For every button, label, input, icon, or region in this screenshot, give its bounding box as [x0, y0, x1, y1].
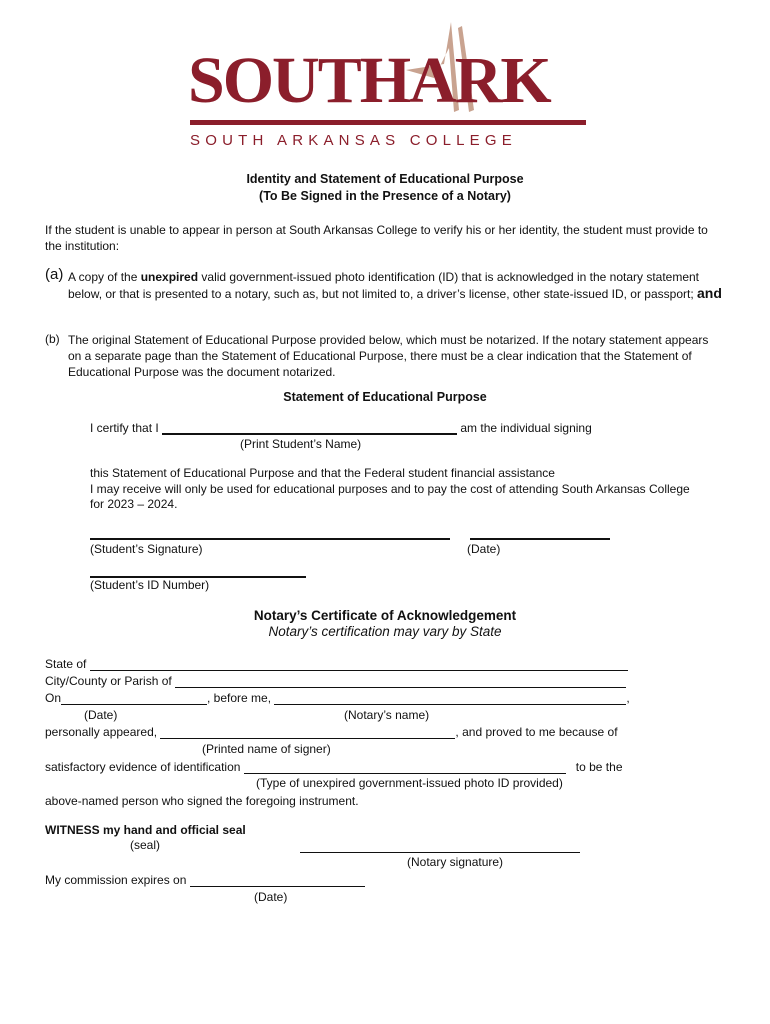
- signer-name-field[interactable]: [160, 726, 455, 739]
- signature-caption: (Student’s Signature): [90, 542, 203, 556]
- item-a-text-pre: A copy of the: [68, 270, 141, 284]
- logo-wordmark: SOUTHARK: [188, 44, 550, 117]
- certify-line: [90, 421, 592, 435]
- statement-body-line1: this Statement of Educational Purpose and that the Federal student financial assistance: [90, 466, 555, 480]
- statement-body-line2: I may receive will only be used for educational purposes and to pay the cost of attending South Arkansas College: [90, 482, 690, 496]
- logo-subtitle: SOUTH ARKANSAS COLLEGE: [190, 132, 517, 149]
- item-b-marker: (b): [45, 332, 60, 346]
- state-field[interactable]: [90, 658, 628, 671]
- item-b-text: The original Statement of Educational Purpose provided below, which must be notarized. If the notary statement appears on a separate page than the Statement of Educational Purpose, there must be a clear indication that the Statement of Educational Purpose was the document notarized.: [68, 333, 709, 379]
- above-named-text: above-named person who signed the foregoing instrument.: [45, 794, 359, 808]
- item-a-conjunction: and: [697, 285, 722, 301]
- intro-paragraph: If the student is unable to appear in person at South Arkansas College to verify his or her identity, the student must provide to the institution:: [45, 223, 708, 253]
- id-type-field[interactable]: [244, 761, 566, 774]
- student-name-field[interactable]: [162, 421, 457, 435]
- seal-text: (seal): [130, 838, 161, 852]
- county-field[interactable]: [175, 675, 626, 688]
- proved-text: , and proved to me because of: [455, 725, 618, 739]
- notary-name-caption: (Notary’s name): [344, 708, 430, 722]
- on-line: [45, 691, 630, 705]
- logo-rule: [190, 120, 586, 125]
- document-subtitle: (To Be Signed in the Presence of a Notary): [259, 189, 511, 203]
- statement-body-line3: for 2023 – 2024.: [90, 497, 178, 511]
- notary-signature-caption: (Notary signature): [407, 855, 504, 869]
- item-a-emphasis: unexpired: [140, 270, 199, 284]
- item-a-text: [68, 269, 723, 302]
- commission-label: My commission expires on: [45, 873, 190, 887]
- county-line: [45, 674, 626, 688]
- commission-date-field[interactable]: [190, 874, 365, 887]
- print-name-caption: (Print Student’s Name): [240, 437, 362, 451]
- printed-name-caption: (Printed name of signer): [202, 742, 331, 756]
- identification-line: [45, 760, 623, 774]
- certify-post: am the individual signing: [457, 421, 592, 435]
- notary-name-field[interactable]: [274, 692, 626, 705]
- satisfactory-label: satisfactory evidence of identification: [45, 760, 244, 774]
- student-id-caption: (Student’s ID Number): [90, 578, 210, 592]
- student-id-field[interactable]: [90, 566, 306, 578]
- document-title: Identity and Statement of Educational Purpose: [246, 172, 524, 186]
- before-me-text: , before me,: [207, 691, 275, 705]
- witness-text: WITNESS my hand and official seal: [45, 823, 246, 837]
- commission-date-caption: (Date): [254, 890, 288, 904]
- signature-date-caption: (Date): [467, 542, 501, 556]
- student-signature-field[interactable]: [90, 528, 450, 540]
- on-label: On: [45, 691, 62, 705]
- notary-signature-field[interactable]: [300, 842, 580, 853]
- statement-heading: Statement of Educational Purpose: [283, 390, 487, 404]
- certify-pre: I certify that I: [90, 421, 163, 435]
- id-type-caption: (Type of unexpired government-issued photo ID provided): [256, 776, 563, 790]
- to-be-the-text: to be the: [575, 760, 623, 774]
- county-label: City/County or Parish of: [45, 674, 176, 688]
- on-line-comma: ,: [626, 691, 630, 705]
- notary-subheading: Notary’s certification may vary by State: [268, 624, 502, 639]
- notary-heading: Notary’s Certificate of Acknowledgement: [253, 608, 517, 623]
- item-a-text-post: valid government-issued photo identification (ID) that is acknowledged in the notary statement below, or that is presented to a notary, such as, but not limited to, a driver’s license, other state-issued ID, or passport;: [68, 270, 700, 301]
- appearance-date-field[interactable]: [61, 692, 207, 705]
- signature-date-field[interactable]: [470, 528, 610, 540]
- personally-appeared-line: [45, 725, 618, 739]
- state-label: State of: [45, 657, 90, 671]
- item-a-marker: (a): [45, 266, 64, 283]
- commission-line: [45, 873, 365, 887]
- personally-appeared-label: personally appeared,: [45, 725, 161, 739]
- appearance-date-caption: (Date): [84, 708, 118, 722]
- state-line: [45, 657, 628, 671]
